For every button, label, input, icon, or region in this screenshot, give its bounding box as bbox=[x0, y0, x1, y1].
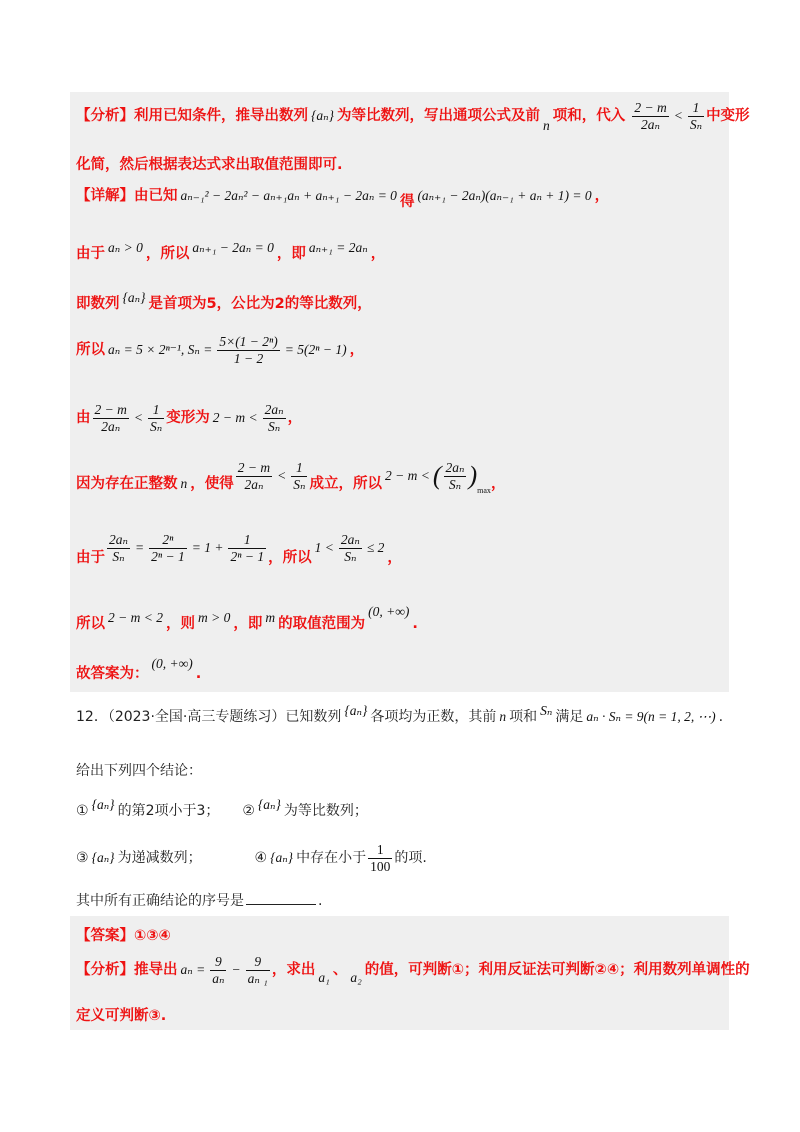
question-number: 12． bbox=[76, 709, 108, 725]
analysis-text: 的值，可判断①；利用反证法可判断②④；利用数列单调性的 bbox=[364, 962, 750, 979]
step-text: 变形为 bbox=[166, 410, 210, 427]
math-fraction bbox=[246, 954, 270, 986]
math-paren-open: ( bbox=[432, 461, 442, 491]
question-12-options-row-1 bbox=[76, 797, 368, 820]
step-text: ， bbox=[387, 550, 402, 567]
math-condition: aₙ₊₁ − 2aₙ = 0 bbox=[192, 240, 274, 255]
detail-text: ， bbox=[594, 188, 610, 204]
step-text: 由于 bbox=[76, 246, 105, 262]
frac-den: aₙ bbox=[212, 970, 225, 986]
math-paren-close: ) bbox=[468, 461, 478, 491]
step-text: ， bbox=[490, 476, 506, 493]
step-text: 的取值范围为 bbox=[278, 616, 366, 632]
math-fraction bbox=[93, 402, 129, 434]
frac-num: 1 bbox=[688, 100, 704, 117]
answer-text: 故答案为： bbox=[76, 666, 149, 682]
step-line-5 bbox=[76, 402, 302, 434]
step-line-6 bbox=[76, 460, 506, 495]
step-text: 所以 bbox=[76, 616, 105, 632]
option-text: 的项. bbox=[394, 850, 427, 867]
math-formula: = 5(2ⁿ − 1) bbox=[284, 342, 347, 358]
frac-den: 100 bbox=[370, 858, 391, 874]
analysis-tag: 【分析】 bbox=[76, 962, 134, 979]
question-12-options-row-2 bbox=[76, 842, 427, 874]
detail-tag: 【详解】 bbox=[76, 188, 134, 204]
math-lt: < bbox=[673, 108, 683, 124]
math-a1: a₁ bbox=[318, 970, 330, 986]
math-a2: a₂ bbox=[350, 970, 362, 986]
question-text: . bbox=[318, 893, 323, 909]
frac-num: 2 − m bbox=[94, 402, 127, 417]
question-text: . bbox=[718, 709, 724, 725]
analysis-text: 、 bbox=[332, 962, 348, 979]
math-formula: aₙ = bbox=[180, 962, 206, 978]
step-line-8 bbox=[76, 604, 418, 632]
frac-num: 1 bbox=[148, 402, 164, 419]
math-fraction bbox=[688, 100, 704, 132]
step-text: ， bbox=[287, 410, 303, 427]
option-marker: ④ bbox=[254, 850, 268, 867]
math-condition: m > 0 bbox=[197, 610, 231, 625]
math-subscript-max: max bbox=[477, 485, 491, 495]
step-line-2 bbox=[76, 236, 386, 262]
step-line-7 bbox=[76, 532, 402, 567]
math-fraction bbox=[291, 460, 307, 492]
step-text: ， bbox=[349, 342, 365, 359]
math-eq: = bbox=[134, 540, 145, 556]
math-formula: 1 < bbox=[314, 540, 334, 556]
math-fraction bbox=[228, 532, 266, 564]
math-seq: {aₙ} bbox=[91, 850, 115, 866]
frac-den: 2ⁿ − 1 bbox=[151, 548, 185, 564]
math-condition: aₙ₊₁ = 2aₙ bbox=[308, 240, 368, 255]
math-lt: < bbox=[277, 468, 287, 484]
detail-text: 由已知 bbox=[134, 188, 178, 204]
analysis-text: ，求出 bbox=[271, 962, 316, 979]
frac-den: 1 − 2 bbox=[233, 350, 264, 366]
frac-num: 2ⁿ bbox=[149, 532, 187, 549]
math-fraction bbox=[339, 532, 362, 564]
answer-tag: 【答案】 bbox=[76, 928, 134, 944]
step-text: ，所以 bbox=[145, 246, 190, 262]
question-12-ask bbox=[76, 890, 322, 910]
math-fraction bbox=[217, 334, 279, 366]
option-marker: ② bbox=[242, 803, 255, 819]
frac-den: 2ⁿ − 1 bbox=[230, 548, 265, 564]
math-condition: 2 − m < 2 bbox=[108, 610, 163, 625]
question-12-line-1 bbox=[76, 703, 724, 726]
math-fraction bbox=[210, 954, 226, 986]
frac-den: Sₙ bbox=[112, 548, 125, 564]
math-seq: {aₙ} bbox=[270, 850, 294, 866]
math-fraction bbox=[632, 100, 668, 132]
frac-num: 9 bbox=[246, 954, 270, 971]
step-text: 由于 bbox=[76, 550, 105, 567]
frac-num: 2aₙ bbox=[445, 460, 465, 475]
math-range: (0, +∞) bbox=[151, 656, 193, 671]
math-n: n bbox=[180, 476, 188, 492]
frac-num: 1 bbox=[291, 460, 307, 477]
math-formula: 2 − m < bbox=[384, 468, 430, 484]
math-n: n bbox=[499, 709, 507, 724]
frac-num: 5×(1 − 2ⁿ) bbox=[219, 334, 278, 349]
option-marker: ③ bbox=[76, 850, 89, 867]
frac-num: 2 − m bbox=[237, 460, 271, 475]
question-text: 其中所有正确结论的序号是 bbox=[76, 893, 244, 909]
math-fraction bbox=[263, 402, 286, 434]
answer-blank[interactable] bbox=[246, 904, 316, 905]
step-text: ，则 bbox=[165, 616, 195, 632]
math-equation: aₙ₋₁² − 2aₙ² − aₙ₊₁aₙ + aₙ₊₁ − 2aₙ = 0 bbox=[180, 188, 397, 203]
step-line-3 bbox=[76, 286, 372, 312]
option-text: 为递减数列； bbox=[117, 850, 202, 867]
frac-num: 2 − m bbox=[634, 100, 667, 115]
frac-den: Sₙ bbox=[149, 418, 163, 434]
math-range: (0, +∞) bbox=[368, 604, 410, 619]
step-text: ，即 bbox=[233, 616, 263, 632]
frac-den: Sₙ bbox=[448, 476, 462, 492]
answer-12-line bbox=[76, 924, 171, 945]
analysis-text: 项和，代入 bbox=[552, 108, 626, 125]
math-minus: − bbox=[231, 962, 241, 978]
analysis-line-2: 化简，然后根据表达式求出取值范围即可. bbox=[76, 157, 343, 173]
math-fraction bbox=[444, 460, 467, 492]
option-text: 中存在小于 bbox=[296, 850, 367, 867]
frac-den: aₙ ₁ bbox=[247, 970, 268, 986]
frac-den: 2aₙ bbox=[244, 476, 264, 492]
option-marker: ① bbox=[76, 803, 89, 819]
question-text: 各项均为正数，其前 bbox=[370, 709, 497, 725]
math-lt: < bbox=[133, 410, 143, 426]
option-text: 的第2项小于3； bbox=[117, 803, 220, 819]
frac-den: Sₙ bbox=[344, 548, 357, 564]
detail-line bbox=[76, 184, 610, 210]
math-fraction bbox=[236, 460, 272, 492]
step-text: ， bbox=[370, 246, 386, 262]
frac-num: 1 bbox=[368, 842, 392, 859]
step-text: 所以 bbox=[76, 342, 105, 359]
step-text: ，所以 bbox=[268, 550, 312, 567]
math-formula: ≤ 2 bbox=[366, 540, 385, 556]
question-12-intro: 给出下列四个结论： bbox=[76, 763, 202, 779]
math-seq: {aₙ} bbox=[311, 108, 335, 124]
frac-num: 2aₙ bbox=[340, 532, 360, 547]
math-n: n bbox=[543, 118, 550, 134]
math-fraction bbox=[107, 532, 130, 564]
frac-den: Sₙ bbox=[689, 116, 703, 132]
math-seq: {aₙ} bbox=[344, 703, 368, 718]
analysis-12-line-2: 定义可判断③. bbox=[76, 1008, 167, 1024]
question-text: 满足 bbox=[555, 709, 584, 725]
math-fraction bbox=[148, 402, 164, 434]
frac-num: 1 bbox=[228, 532, 266, 549]
step-text: 成立，所以 bbox=[309, 476, 382, 493]
answer-value: ①③④ bbox=[134, 928, 171, 944]
step-text: ，即 bbox=[276, 246, 306, 262]
step-text: 是首项为5，公比为2的等比数列， bbox=[148, 296, 372, 312]
step-text: 由 bbox=[76, 410, 91, 427]
analysis-text: 中变形 bbox=[706, 108, 750, 125]
frac-num: 2aₙ bbox=[109, 532, 128, 547]
answer-text: . bbox=[195, 666, 202, 682]
analysis-text: 为等比数列，写出通项公式及前 bbox=[337, 108, 541, 125]
math-equation: (aₙ₊₁ − 2aₙ)(aₙ₋₁ + aₙ + 1) = 0 bbox=[417, 188, 592, 203]
step-text: 即数列 bbox=[76, 296, 120, 312]
frac-den: Sₙ bbox=[293, 476, 306, 492]
math-eq: = 1 + bbox=[191, 540, 224, 556]
question-text: （2023·全国·高三专题练习）已知数列 bbox=[107, 709, 342, 725]
step-text: ，使得 bbox=[190, 476, 234, 493]
frac-num: 2aₙ bbox=[264, 402, 284, 417]
solution-background-top bbox=[70, 92, 729, 692]
math-sn: Sₙ bbox=[540, 703, 553, 718]
math-seq: {aₙ} bbox=[91, 797, 115, 812]
step-line-4 bbox=[76, 334, 364, 366]
frac-num: 9 bbox=[210, 954, 226, 971]
analysis-text: 利用已知条件，推导出数列 bbox=[134, 108, 308, 125]
analysis-tag: 【分析】 bbox=[76, 108, 134, 125]
math-fraction bbox=[149, 532, 187, 564]
step-text: . bbox=[412, 616, 418, 632]
math-fraction bbox=[368, 842, 392, 874]
math-condition: aₙ > 0 bbox=[108, 240, 143, 255]
step-text: 因为存在正整数 bbox=[76, 476, 178, 493]
math-formula: 2 − m < bbox=[212, 410, 258, 426]
analysis-text: 推导出 bbox=[134, 962, 178, 979]
analysis-12-line-1 bbox=[76, 954, 750, 986]
analysis-line-1 bbox=[76, 100, 750, 132]
detail-text: 得 bbox=[399, 194, 415, 210]
math-condition: aₙ · Sₙ = 9(n = 1, 2, ⋯) bbox=[586, 709, 716, 724]
math-seq: {aₙ} bbox=[122, 290, 146, 305]
answer-line bbox=[76, 656, 202, 682]
math-m: m bbox=[265, 610, 276, 625]
option-text: 为等比数列； bbox=[283, 803, 368, 819]
frac-den: 2aₙ bbox=[641, 116, 661, 132]
frac-den: 2aₙ bbox=[101, 418, 121, 434]
question-text: 项和 bbox=[509, 709, 538, 725]
math-seq: {aₙ} bbox=[257, 797, 281, 812]
frac-den: Sₙ bbox=[267, 418, 281, 434]
math-formula: aₙ = 5 × 2ⁿ⁻¹, Sₙ = bbox=[108, 342, 213, 358]
